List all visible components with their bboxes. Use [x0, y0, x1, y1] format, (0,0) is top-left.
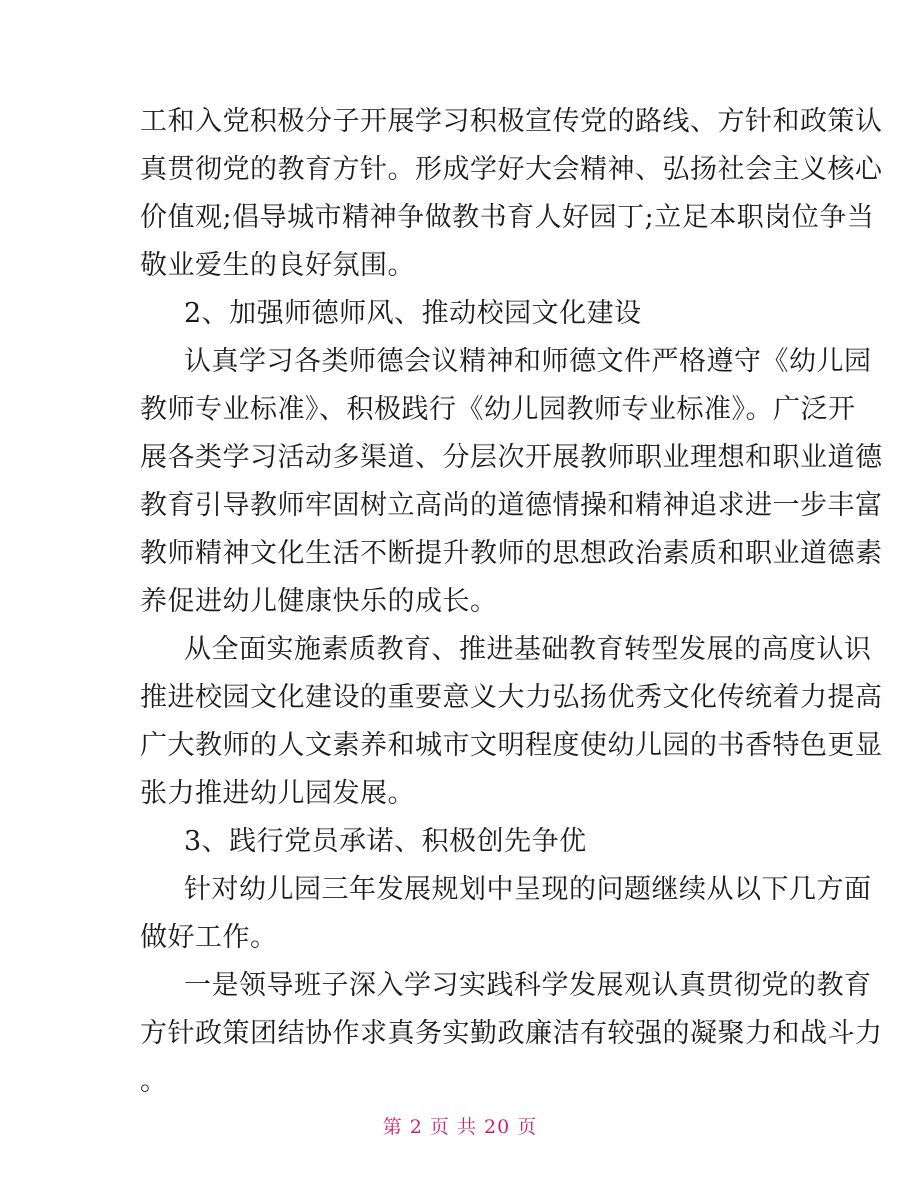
page-number-text: 第 2 页 共 20 页	[382, 1116, 538, 1138]
page-number-footer	[0, 1112, 920, 1139]
text-line: 针对幼儿园三年发展规划中呈现的问题继续从以下几方面	[184, 874, 872, 905]
text-line: 张力推进幼儿园发展。	[140, 778, 415, 809]
text-line: 价值观;倡导城市精神争做教书育人好园丁;立足本职岗位争当	[140, 202, 875, 233]
section-heading: 3、践行党员承诺、积极创先争优	[184, 826, 587, 857]
text-line: 教育引导教师牢固树立高尚的道德情操和精神追求进一步丰富	[140, 490, 883, 521]
text-line: 展各类学习活动多渠道、分层次开展教师职业理想和职业道德	[140, 442, 883, 473]
text-line: 认真学习各类师德会议精神和师德文件严格遵守《幼儿园	[184, 346, 872, 377]
text-line: 广大教师的人文素养和城市文明程度使幼儿园的书香特色更显	[140, 730, 883, 761]
text-line: 一是领导班子深入学习实践科学发展观认真贯彻党的教育	[184, 970, 872, 1001]
text-line: 。	[140, 1066, 168, 1097]
text-line: 做好工作。	[140, 922, 278, 953]
text-line: 教师专业标准》、积极践行《幼儿园教师专业标准》。广泛开	[140, 394, 856, 425]
section-heading: 2、加强师德师风、推动校园文化建设	[184, 298, 642, 329]
text-line: 从全面实施素质教育、推进基础教育转型发展的高度认识	[184, 634, 872, 665]
text-line: 真贯彻党的教育方针。形成学好大会精神、弘扬社会主义核心	[140, 154, 883, 185]
text-line: 方针政策团结协作求真务实勤政廉洁有较强的凝聚力和战斗力	[140, 1018, 883, 1049]
text-line: 养促进幼儿健康快乐的成长。	[140, 586, 498, 617]
text-line: 工和入党积极分子开展学习积极宣传党的路线、方针和政策认	[140, 106, 883, 137]
text-line: 教师精神文化生活不断提升教师的思想政治素质和职业道德素	[140, 538, 883, 569]
text-line: 敬业爱生的良好氛围。	[140, 250, 415, 281]
document-body	[140, 98, 883, 1106]
text-line: 推进校园文化建设的重要意义大力弘扬优秀文化传统着力提高	[140, 682, 883, 713]
